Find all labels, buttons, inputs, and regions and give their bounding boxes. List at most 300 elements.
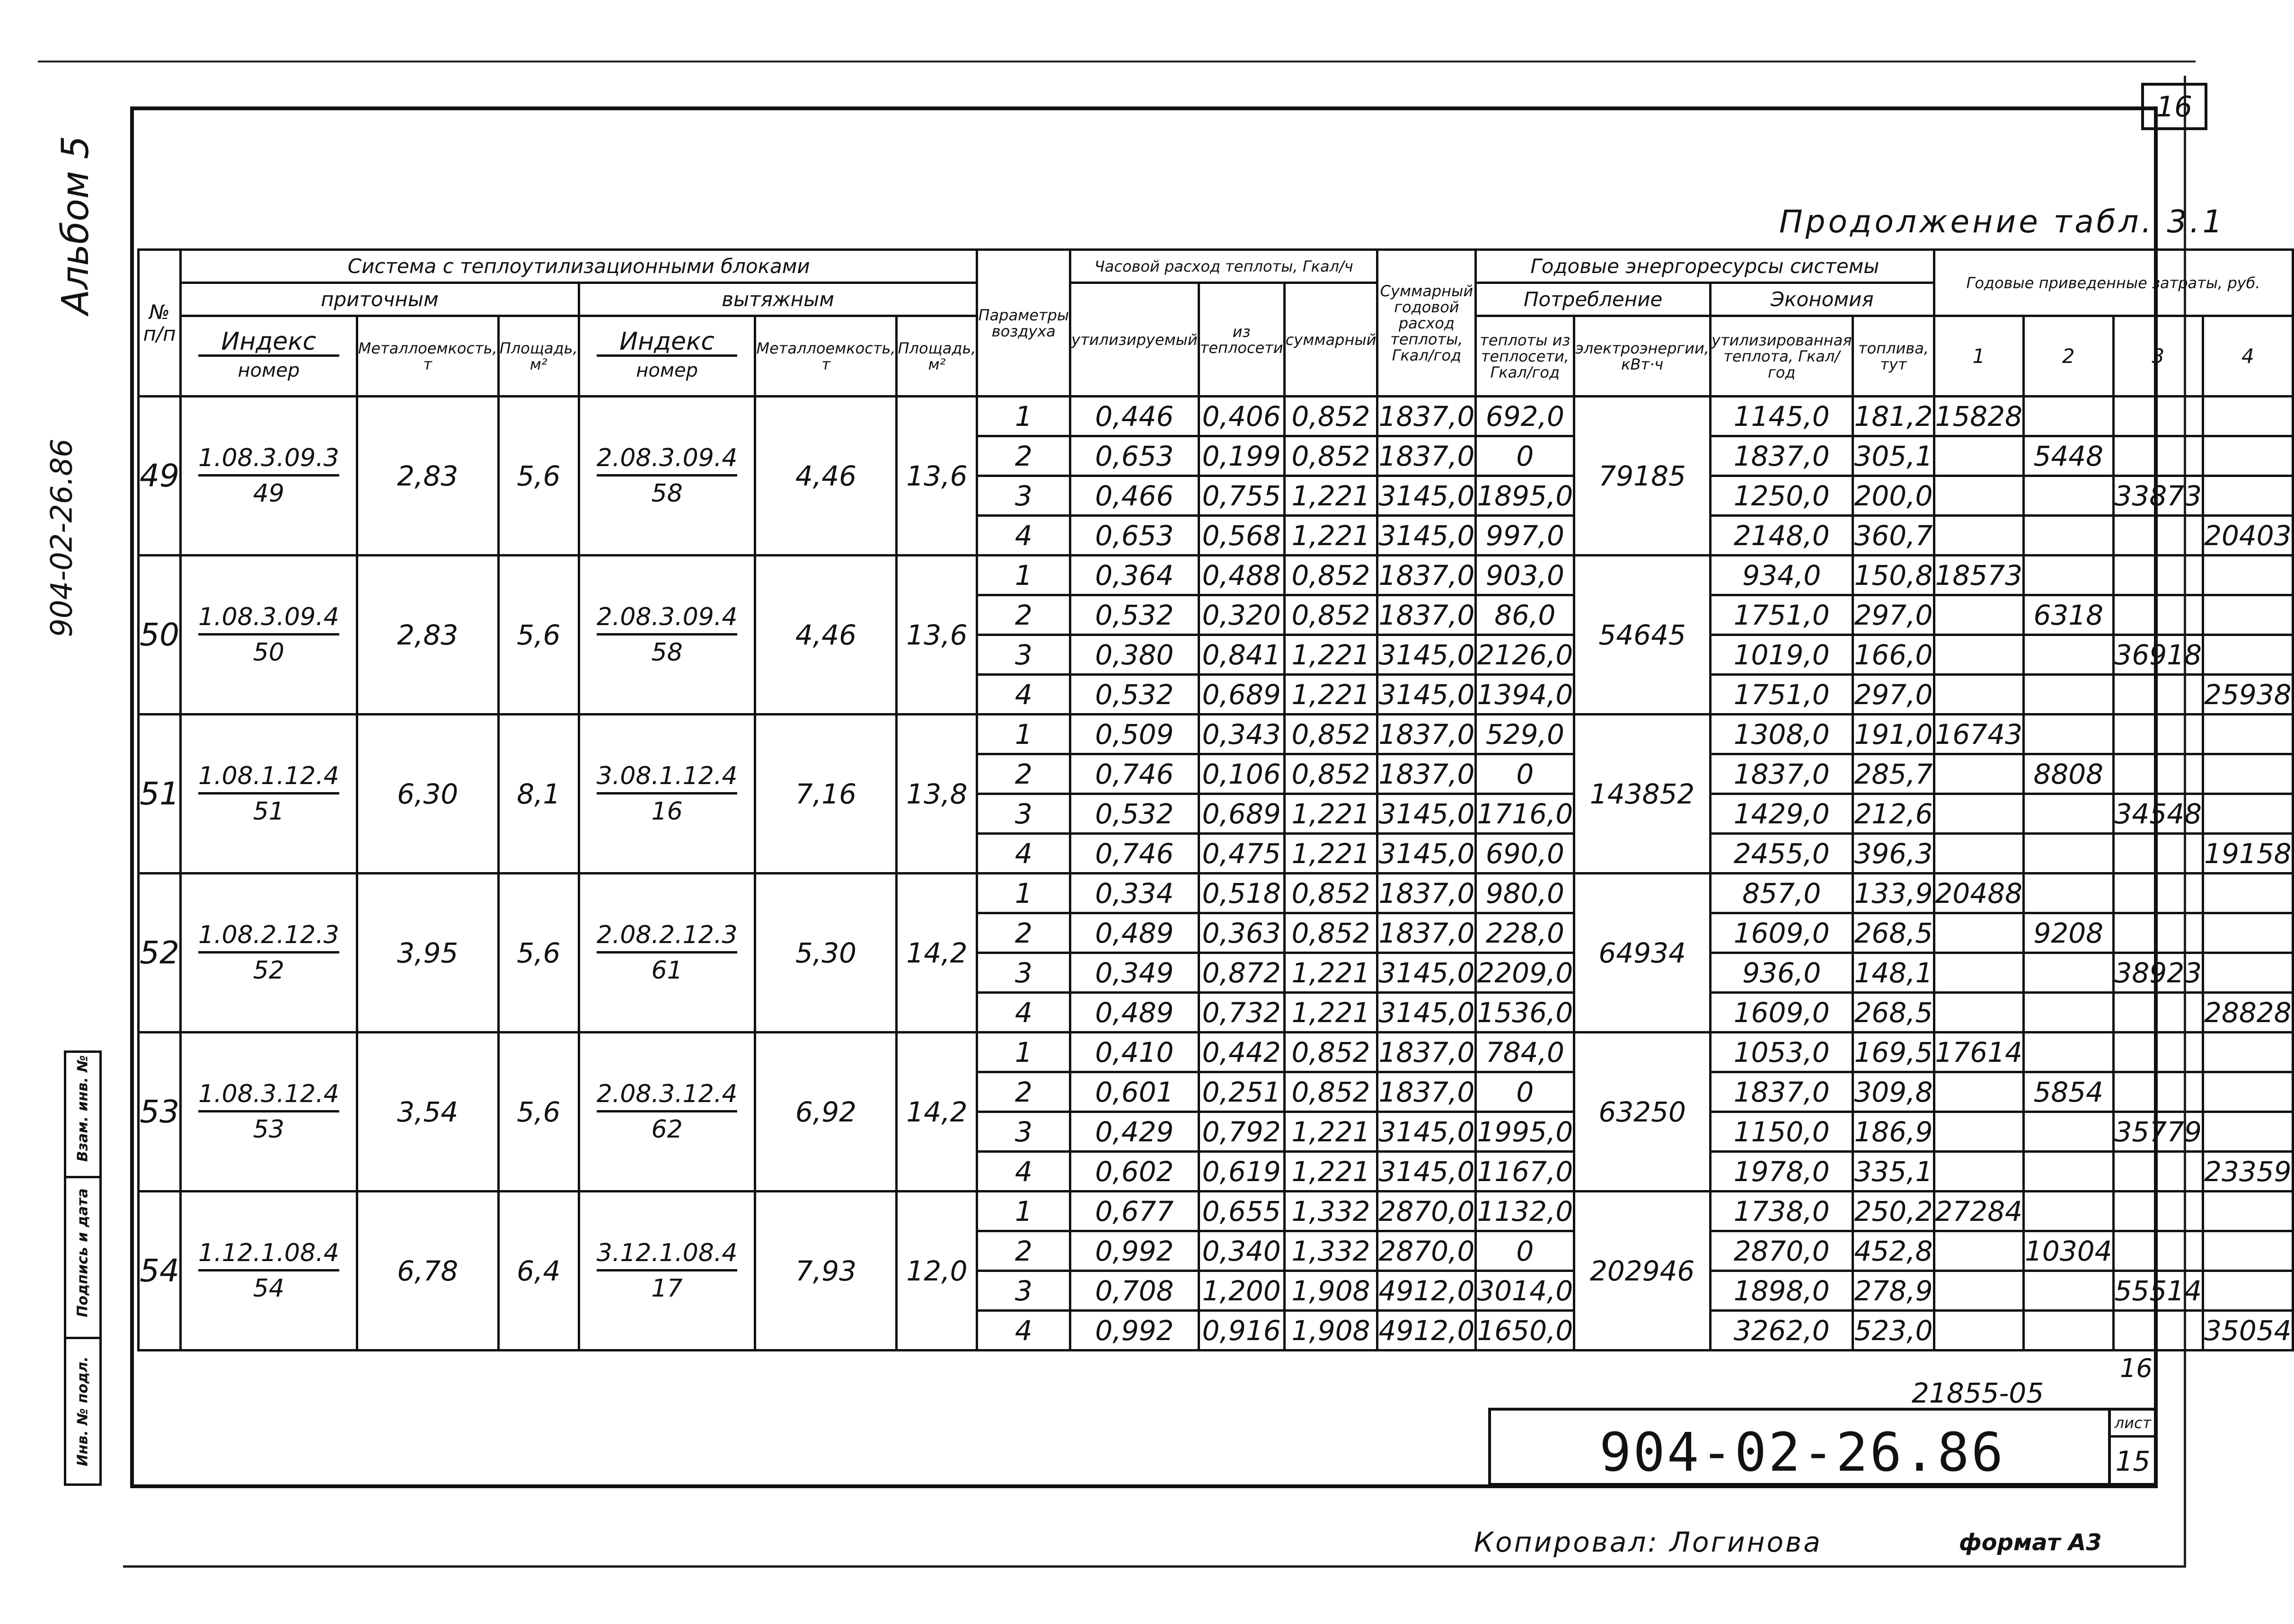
recovered-heat: 1837,0 [1710, 754, 1853, 794]
recovered-heat: 2148,0 [1710, 516, 1853, 556]
air-param: 1 [977, 397, 1070, 436]
cost-param-1 [1934, 913, 2024, 953]
hourly-total: 0,852 [1284, 436, 1377, 476]
supply-metal: 2,83 [357, 397, 498, 556]
air-param: 1 [977, 1192, 1070, 1231]
air-param: 2 [977, 595, 1070, 635]
hourly-from-network: 0,689 [1199, 675, 1284, 715]
cost-param-2: 10304 [2024, 1231, 2114, 1271]
supply-metal: 2,83 [357, 556, 498, 715]
cost-param-2 [2024, 675, 2114, 715]
cost-param-2 [2024, 993, 2114, 1033]
electricity: 143852 [1574, 715, 1711, 874]
air-param: 3 [977, 953, 1070, 993]
annual-total: 1837,0 [1377, 397, 1476, 436]
hourly-total: 1,221 [1284, 993, 1377, 1033]
annual-total: 1837,0 [1377, 913, 1476, 953]
cost-param-2 [2024, 834, 2114, 874]
cost-param-4 [2203, 715, 2293, 754]
fuel-savings: 297,0 [1853, 675, 1934, 715]
hourly-recovered: 0,653 [1070, 516, 1199, 556]
hourly-total: 0,852 [1284, 1072, 1377, 1112]
air-param: 4 [977, 1311, 1070, 1350]
supply-area: 5,6 [498, 1033, 579, 1192]
cost-param-3 [2113, 834, 2203, 874]
supply-index-code: 1.08.2.12.3 [198, 921, 339, 953]
annual-total: 1837,0 [1377, 715, 1476, 754]
fuel-savings: 396,3 [1853, 834, 1934, 874]
header-electricity: электроэнергии, кВт·ч [1574, 316, 1711, 397]
recovered-heat: 1609,0 [1710, 993, 1853, 1033]
heat-from-network: 0 [1476, 754, 1574, 794]
cost-param-1 [1934, 516, 2024, 556]
fuel-savings: 285,7 [1853, 754, 1934, 794]
annual-total: 3145,0 [1377, 993, 1476, 1033]
hourly-total: 1,221 [1284, 953, 1377, 993]
cost-param-1 [1934, 953, 2024, 993]
inventory-page: 16 [2120, 1353, 2153, 1383]
cost-param-3: 35779 [2113, 1112, 2203, 1152]
exhaust-area: 12,0 [897, 1192, 977, 1350]
air-param: 2 [977, 1231, 1070, 1271]
hourly-total: 1,221 [1284, 834, 1377, 874]
cost-param-1 [1934, 834, 2024, 874]
fuel-savings: 133,9 [1853, 874, 1934, 913]
hourly-from-network: 0,732 [1199, 993, 1284, 1033]
hourly-from-network: 0,518 [1199, 874, 1284, 913]
supply-index-number: 49 [253, 479, 284, 508]
document-code: 904-02-26.86 [1599, 1422, 2005, 1483]
supply-metal: 6,30 [357, 715, 498, 874]
fuel-savings: 268,5 [1853, 913, 1934, 953]
exhaust-index-number: 58 [651, 638, 683, 667]
cost-param-4 [2203, 556, 2293, 595]
header-cost-4: 4 [2203, 316, 2293, 397]
cost-param-1 [1934, 754, 2024, 794]
cost-param-3 [2113, 874, 2203, 913]
air-param: 2 [977, 436, 1070, 476]
header-no: № п/п [139, 250, 181, 397]
annual-total: 1837,0 [1377, 1033, 1476, 1072]
cost-param-3 [2113, 1311, 2203, 1350]
heat-from-network: 1394,0 [1476, 675, 1574, 715]
data-table [137, 248, 2294, 1351]
hourly-recovered: 0,446 [1070, 397, 1199, 436]
hourly-recovered: 0,708 [1070, 1271, 1199, 1311]
annual-total: 1837,0 [1377, 595, 1476, 635]
cost-param-4: 35054 [2203, 1311, 2293, 1350]
cost-param-1 [1934, 436, 2024, 476]
supply-area: 5,6 [498, 397, 579, 556]
cost-param-3 [2113, 1152, 2203, 1192]
heat-from-network: 1132,0 [1476, 1192, 1574, 1231]
cost-param-4 [2203, 953, 2293, 993]
header-heat-from-net: теплоты из теплосети, Гкал/год [1476, 316, 1574, 397]
header-supply: приточным [180, 283, 579, 316]
air-param: 4 [977, 516, 1070, 556]
exhaust-metal: 7,16 [755, 715, 897, 874]
cost-param-1 [1934, 1112, 2024, 1152]
electricity: 54645 [1574, 556, 1711, 715]
recovered-heat: 1429,0 [1710, 794, 1853, 834]
recovered-heat: 1751,0 [1710, 595, 1853, 635]
annual-total: 3145,0 [1377, 794, 1476, 834]
hourly-from-network: 0,340 [1199, 1231, 1284, 1271]
cost-param-3: 55514 [2113, 1271, 2203, 1311]
recovered-heat: 1053,0 [1710, 1033, 1853, 1072]
supply-area: 5,6 [498, 556, 579, 715]
cost-param-4 [2203, 1231, 2293, 1271]
sheet-label: лист [2111, 1411, 2155, 1438]
heat-from-network: 903,0 [1476, 556, 1574, 595]
heat-from-network: 0 [1476, 436, 1574, 476]
system-number: 50 [139, 556, 181, 715]
continuation-title: Продолжение табл. 3.1 [1779, 203, 2225, 240]
hourly-from-network: 0,755 [1199, 476, 1284, 516]
electricity: 63250 [1574, 1033, 1711, 1192]
supply-area: 6,4 [498, 1192, 579, 1350]
annual-total: 3145,0 [1377, 834, 1476, 874]
air-param: 1 [977, 556, 1070, 595]
supply-area: 5,6 [498, 874, 579, 1033]
air-param: 1 [977, 1033, 1070, 1072]
hourly-from-network: 0,251 [1199, 1072, 1284, 1112]
heat-from-network: 86,0 [1476, 595, 1574, 635]
fuel-savings: 150,8 [1853, 556, 1934, 595]
cost-param-1: 15828 [1934, 397, 2024, 436]
cost-param-4 [2203, 436, 2293, 476]
heat-from-network: 692,0 [1476, 397, 1574, 436]
supply-index-number: 54 [253, 1274, 284, 1303]
hourly-recovered: 0,653 [1070, 436, 1199, 476]
fuel-savings: 297,0 [1853, 595, 1934, 635]
cost-param-4 [2203, 874, 2293, 913]
air-param: 3 [977, 476, 1070, 516]
exhaust-area: 13,6 [897, 556, 977, 715]
annual-total: 1837,0 [1377, 436, 1476, 476]
hourly-recovered: 0,601 [1070, 1072, 1199, 1112]
doc-code-vertical: 904-02-26.86 [44, 439, 79, 637]
sheet-number-box [2108, 1408, 2158, 1486]
cost-param-2 [2024, 1152, 2114, 1192]
supply-index-number: 53 [253, 1115, 284, 1144]
exhaust-index-code: 3.08.1.12.4 [597, 762, 738, 794]
air-param: 1 [977, 715, 1070, 754]
cost-param-3 [2113, 397, 2203, 436]
header-exhaust-metal: Металлоемкость, т [755, 316, 897, 397]
hourly-total: 0,852 [1284, 715, 1377, 754]
cost-param-1 [1934, 675, 2024, 715]
exhaust-index-number: 58 [651, 479, 683, 508]
cost-param-3 [2113, 516, 2203, 556]
heat-from-network: 784,0 [1476, 1033, 1574, 1072]
exhaust-area: 14,2 [897, 1033, 977, 1192]
cost-param-3: 38923 [2113, 953, 2203, 993]
cost-param-3 [2113, 754, 2203, 794]
heat-from-network: 3014,0 [1476, 1271, 1574, 1311]
hourly-total: 1,332 [1284, 1192, 1377, 1231]
fuel-savings: 523,0 [1853, 1311, 1934, 1350]
cost-param-2: 5854 [2024, 1072, 2114, 1112]
fuel-savings: 200,0 [1853, 476, 1934, 516]
annual-total: 3145,0 [1377, 635, 1476, 675]
annual-total: 3145,0 [1377, 1112, 1476, 1152]
table-row [139, 556, 2293, 595]
stamp-label-signature: Подпись и дата [74, 1188, 91, 1317]
cost-param-4 [2203, 913, 2293, 953]
header-total: суммарный [1284, 283, 1377, 397]
cost-param-1 [1934, 1152, 2024, 1192]
recovered-heat: 1145,0 [1710, 397, 1853, 436]
air-param: 4 [977, 1152, 1070, 1192]
hourly-recovered: 0,746 [1070, 754, 1199, 794]
annual-total: 4912,0 [1377, 1271, 1476, 1311]
hourly-from-network: 0,363 [1199, 913, 1284, 953]
air-param: 3 [977, 794, 1070, 834]
fuel-savings: 305,1 [1853, 436, 1934, 476]
hourly-from-network: 0,568 [1199, 516, 1284, 556]
table-row [139, 1033, 2293, 1072]
hourly-from-network: 0,406 [1199, 397, 1284, 436]
exhaust-index-code: 2.08.3.09.4 [597, 603, 738, 635]
hourly-recovered: 0,364 [1070, 556, 1199, 595]
supply-index [180, 874, 357, 1033]
air-param: 4 [977, 993, 1070, 1033]
heat-from-network: 529,0 [1476, 715, 1574, 754]
system-number: 51 [139, 715, 181, 874]
copied-by: Копировал: Логинова [1474, 1526, 1822, 1558]
header-supply-area: Площадь, м² [498, 316, 579, 397]
hourly-from-network: 0,343 [1199, 715, 1284, 754]
recovered-heat: 1837,0 [1710, 1072, 1853, 1112]
cost-param-3 [2113, 913, 2203, 953]
air-param: 3 [977, 1271, 1070, 1311]
exhaust-index-number: 61 [651, 956, 683, 985]
annual-total: 3145,0 [1377, 1152, 1476, 1192]
side-stamp [64, 1050, 102, 1486]
exhaust-index-code: 3.12.1.08.4 [597, 1239, 738, 1271]
annual-total: 4912,0 [1377, 1311, 1476, 1350]
cost-param-3 [2113, 1033, 2203, 1072]
exhaust-index-number: 17 [651, 1274, 683, 1303]
hourly-recovered: 0,509 [1070, 715, 1199, 754]
recovered-heat: 2870,0 [1710, 1231, 1853, 1271]
exhaust-metal: 7,93 [755, 1192, 897, 1350]
heat-from-network: 1167,0 [1476, 1152, 1574, 1192]
hourly-recovered: 0,334 [1070, 874, 1199, 913]
cost-param-4 [2203, 754, 2293, 794]
cost-param-2 [2024, 1112, 2114, 1152]
cost-param-3: 36918 [2113, 635, 2203, 675]
cost-param-1 [1934, 1311, 2024, 1350]
recovered-heat: 1150,0 [1710, 1112, 1853, 1152]
supply-index [180, 556, 357, 715]
hourly-from-network: 0,689 [1199, 794, 1284, 834]
cost-param-2 [2024, 476, 2114, 516]
recovered-heat: 1978,0 [1710, 1152, 1853, 1192]
heat-from-network: 690,0 [1476, 834, 1574, 874]
fuel-savings: 169,5 [1853, 1033, 1934, 1072]
cost-param-2 [2024, 1033, 2114, 1072]
cost-param-3 [2113, 1231, 2203, 1271]
cost-param-3 [2113, 556, 2203, 595]
cost-param-4 [2203, 397, 2293, 436]
hourly-recovered: 0,532 [1070, 794, 1199, 834]
hourly-recovered: 0,992 [1070, 1311, 1199, 1350]
table-row [139, 397, 2293, 436]
supply-area: 8,1 [498, 715, 579, 874]
exhaust-index-number: 62 [651, 1115, 683, 1144]
hourly-recovered: 0,532 [1070, 675, 1199, 715]
supply-index-code: 1.08.1.12.4 [198, 762, 339, 794]
hourly-total: 1,221 [1284, 476, 1377, 516]
header-air-params: Параметры воздуха [977, 250, 1070, 397]
cost-param-2 [2024, 953, 2114, 993]
exhaust-index-code: 2.08.2.12.3 [597, 921, 738, 953]
heat-from-network: 1650,0 [1476, 1311, 1574, 1350]
hourly-from-network: 0,792 [1199, 1112, 1284, 1152]
air-param: 2 [977, 913, 1070, 953]
electricity: 202946 [1574, 1192, 1711, 1350]
cost-param-3 [2113, 1192, 2203, 1231]
stamp-label-inventory: Инв. № подл. [74, 1356, 91, 1466]
hourly-total: 1,221 [1284, 516, 1377, 556]
cost-param-3 [2113, 715, 2203, 754]
cost-param-4 [2203, 595, 2293, 635]
hourly-total: 0,852 [1284, 556, 1377, 595]
annual-total: 3145,0 [1377, 516, 1476, 556]
exhaust-index [579, 874, 755, 1033]
fuel-savings: 335,1 [1853, 1152, 1934, 1192]
cost-param-2 [2024, 1271, 2114, 1311]
annual-total: 3145,0 [1377, 953, 1476, 993]
supply-index-number: 52 [253, 956, 284, 985]
cost-param-4: 19158 [2203, 834, 2293, 874]
hourly-from-network: 0,106 [1199, 754, 1284, 794]
hourly-total: 0,852 [1284, 595, 1377, 635]
system-number: 53 [139, 1033, 181, 1192]
header-cost-2: 2 [2024, 316, 2114, 397]
cost-param-2 [2024, 794, 2114, 834]
hourly-recovered: 0,489 [1070, 913, 1199, 953]
fuel-savings: 186,9 [1853, 1112, 1934, 1152]
recovered-heat: 857,0 [1710, 874, 1853, 913]
cost-param-1: 27284 [1934, 1192, 2024, 1231]
electricity: 79185 [1574, 397, 1711, 556]
exhaust-index [579, 556, 755, 715]
header-costs: Годовые приведенные затраты, руб. [1934, 250, 2293, 316]
exhaust-metal: 4,46 [755, 397, 897, 556]
hourly-from-network: 0,488 [1199, 556, 1284, 595]
fuel-savings: 268,5 [1853, 993, 1934, 1033]
cost-param-4 [2203, 635, 2293, 675]
hourly-total: 0,852 [1284, 913, 1377, 953]
exhaust-metal: 6,92 [755, 1033, 897, 1192]
cost-param-2: 9208 [2024, 913, 2114, 953]
hourly-total: 0,852 [1284, 1033, 1377, 1072]
header-from-network: из теплосети [1199, 283, 1284, 397]
annual-total: 2870,0 [1377, 1231, 1476, 1271]
header-annual-resources: Годовые энергоресурсы системы [1476, 250, 1934, 283]
annual-total: 1837,0 [1377, 874, 1476, 913]
heat-from-network: 1536,0 [1476, 993, 1574, 1033]
cost-param-2: 6318 [2024, 595, 2114, 635]
paper-format: формат А3 [1959, 1529, 2102, 1556]
fuel-savings: 278,9 [1853, 1271, 1934, 1311]
header-exhaust-area: Площадь, м² [897, 316, 977, 397]
cost-param-2 [2024, 874, 2114, 913]
annual-total: 1837,0 [1377, 754, 1476, 794]
supply-metal: 6,78 [357, 1192, 498, 1350]
exhaust-index-code: 2.08.3.12.4 [597, 1080, 738, 1112]
hourly-total: 0,852 [1284, 397, 1377, 436]
hourly-recovered: 0,992 [1070, 1231, 1199, 1271]
annual-total: 3145,0 [1377, 476, 1476, 516]
heat-from-network: 0 [1476, 1231, 1574, 1271]
header-fuel: топлива, тут [1853, 316, 1934, 397]
supply-index [180, 1033, 357, 1192]
cost-param-4: 20403 [2203, 516, 2293, 556]
hourly-total: 1,908 [1284, 1271, 1377, 1311]
recovered-heat: 1019,0 [1710, 635, 1853, 675]
hourly-recovered: 0,429 [1070, 1112, 1199, 1152]
air-param: 3 [977, 1112, 1070, 1152]
hourly-from-network: 0,655 [1199, 1192, 1284, 1231]
exhaust-metal: 4,46 [755, 556, 897, 715]
sheet-number: 15 [2115, 1445, 2151, 1477]
header-hourly: Часовой расход теплоты, Гкал/ч [1070, 250, 1377, 283]
cost-param-4 [2203, 1072, 2293, 1112]
fuel-savings: 181,2 [1853, 397, 1934, 436]
heat-from-network: 1895,0 [1476, 476, 1574, 516]
exhaust-index [579, 1192, 755, 1350]
cost-param-1 [1934, 1072, 2024, 1112]
exhaust-area: 14,2 [897, 874, 977, 1033]
fuel-savings: 148,1 [1853, 953, 1934, 993]
cost-param-3: 34548 [2113, 794, 2203, 834]
fuel-savings: 166,0 [1853, 635, 1934, 675]
header-economy: Экономия [1710, 283, 1934, 316]
system-number: 49 [139, 397, 181, 556]
cost-param-1 [1934, 595, 2024, 635]
air-param: 3 [977, 635, 1070, 675]
recovered-heat: 1738,0 [1710, 1192, 1853, 1231]
cost-param-4 [2203, 1033, 2293, 1072]
header-recovered: утилизируемый [1070, 283, 1199, 397]
cost-param-3 [2113, 436, 2203, 476]
supply-metal: 3,54 [357, 1033, 498, 1192]
heat-from-network: 980,0 [1476, 874, 1574, 913]
cost-param-4 [2203, 1112, 2293, 1152]
recovered-heat: 1609,0 [1710, 913, 1853, 953]
hourly-total: 1,221 [1284, 1112, 1377, 1152]
supply-metal: 3,95 [357, 874, 498, 1033]
cost-param-2 [2024, 1192, 2114, 1231]
hourly-from-network: 0,199 [1199, 436, 1284, 476]
cost-param-2 [2024, 1311, 2114, 1350]
cost-param-3 [2113, 675, 2203, 715]
supply-index-code: 1.08.3.09.4 [198, 603, 339, 635]
cost-param-2 [2024, 635, 2114, 675]
cost-param-4 [2203, 476, 2293, 516]
recovered-heat: 1250,0 [1710, 476, 1853, 516]
air-param: 2 [977, 754, 1070, 794]
system-number: 54 [139, 1192, 181, 1350]
cost-param-2: 5448 [2024, 436, 2114, 476]
supply-index [180, 397, 357, 556]
air-param: 4 [977, 834, 1070, 874]
recovered-heat: 1751,0 [1710, 675, 1853, 715]
